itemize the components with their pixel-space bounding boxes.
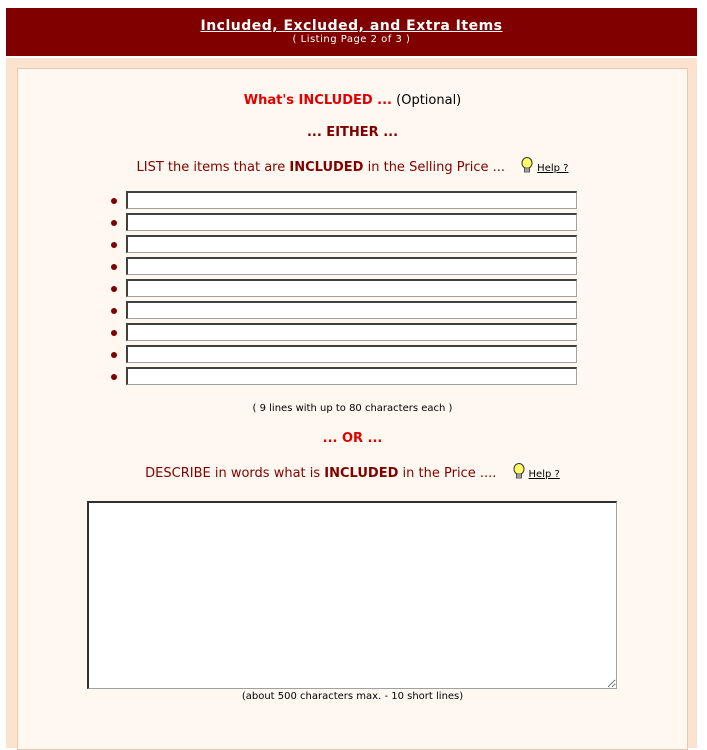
list-instruction-prefix: LIST the items that are [136, 160, 290, 175]
included-item-input-3[interactable] [126, 235, 577, 253]
or-label: ... OR ... [322, 431, 383, 446]
header-title: Included, Excluded, and Extra Items [200, 18, 503, 34]
either-label: ... EITHER ... [306, 125, 399, 140]
items-note: ( 9 lines with up to 80 characters each ) [252, 403, 453, 414]
bullet-icon [111, 264, 117, 270]
list-help-link[interactable]: Help ? [537, 163, 569, 174]
included-item-input-5[interactable] [126, 279, 577, 297]
lightbulb-icon[interactable] [513, 463, 525, 481]
bullet-icon [111, 286, 117, 292]
bullet-icon [111, 242, 117, 248]
describe-note: (about 500 characters max. - 10 short lines) [241, 691, 464, 702]
included-item-input-8[interactable] [126, 345, 577, 363]
page-header [6, 8, 697, 56]
included-item-input-2[interactable] [126, 213, 577, 231]
header-subtitle: ( Listing Page 2 of 3 ) [292, 34, 411, 45]
included-panel [17, 68, 688, 750]
list-instruction-suffix: in the Selling Price ... [363, 160, 506, 175]
list-instruction-bold: INCLUDED [289, 160, 364, 175]
included-item-input-6[interactable] [126, 301, 577, 319]
included-heading-row [18, 93, 687, 108]
list-instruction-row [18, 157, 687, 175]
bullet-icon [111, 308, 117, 314]
included-item-input-7[interactable] [126, 323, 577, 341]
describe-help-link[interactable]: Help ? [528, 469, 560, 480]
describe-instruction-suffix: in the Price .... [398, 466, 497, 481]
lightbulb-icon[interactable] [521, 157, 533, 175]
bullet-icon [111, 374, 117, 380]
included-heading: What's INCLUDED ... [243, 93, 392, 108]
describe-included-textarea[interactable] [87, 501, 617, 689]
describe-instruction-row [18, 463, 687, 481]
describe-instruction-prefix: DESCRIBE in words what is [145, 466, 325, 481]
bullet-icon [111, 330, 117, 336]
optional-label: (Optional) [396, 93, 462, 108]
bullet-icon [111, 198, 117, 204]
bullet-icon [111, 220, 117, 226]
content-frame [6, 58, 697, 748]
included-item-input-4[interactable] [126, 257, 577, 275]
included-item-input-1[interactable] [126, 191, 577, 209]
included-item-input-9[interactable] [126, 367, 577, 385]
describe-instruction-bold: INCLUDED [324, 466, 399, 481]
bullet-icon [111, 352, 117, 358]
